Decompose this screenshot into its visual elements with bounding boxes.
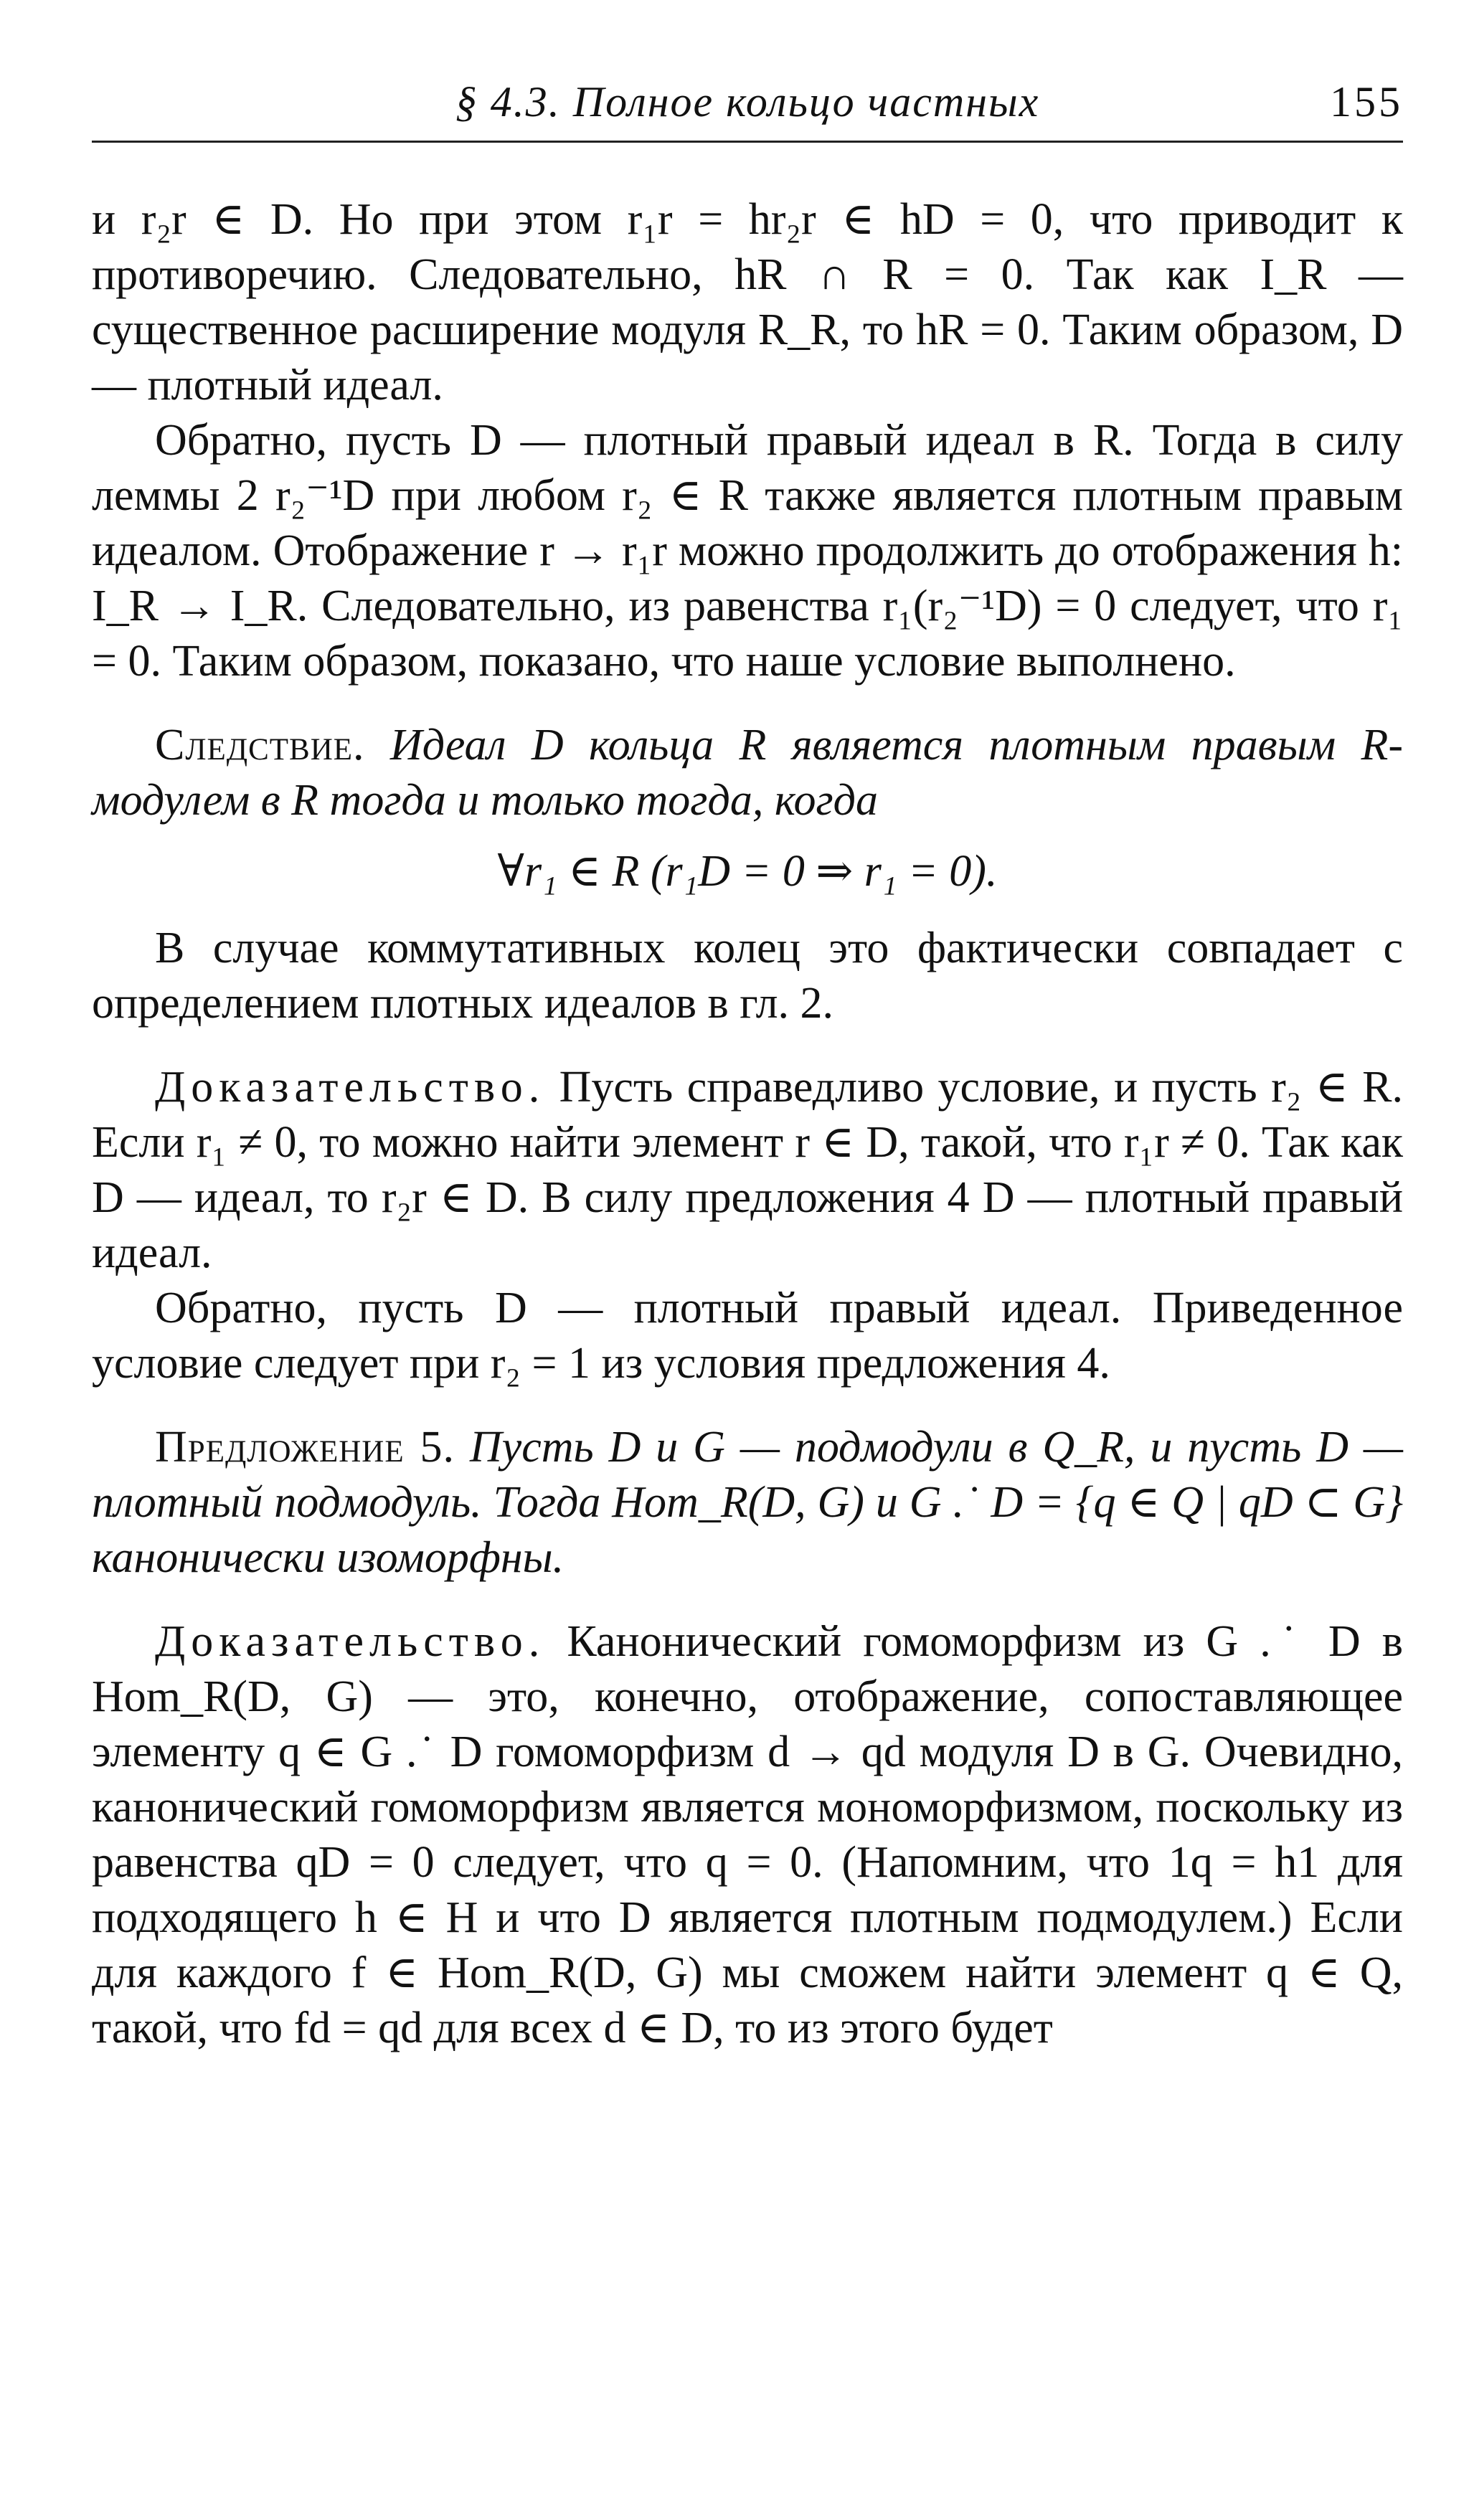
corollary-heading: Следствие. [155,721,365,769]
proof-2 [92,1614,1403,2056]
proof-1-heading: Доказательство. [155,1063,546,1112]
proposition-text: Пусть D и G — подмодули в Q_R, и пусть D — плотный подмодуль. Тогда Hom_R(D, G) и G .˙ D = {q ∈ Q | qD ⊂ G} канонически изоморфны. [92,1423,1403,1582]
proof-1-text: Пусть справедливо условие, и пусть r₂ ∈ R. Если r₁ ≠ 0, то можно найти элемент r ∈ D, такой, что r₁r ≠ 0. Так как D — идеал, то r₂r ∈ D. В силу предложения 4 D — плотный правый идеал. [92,1063,1403,1277]
paragraph-2: Обратно, пусть D — плотный правый идеал в R. Тогда в силу леммы 2 r₂⁻¹D при любом r₂ ∈ R также является плотным правым идеалом. Отображение r → r₁r можно продолжить до отображения h: I_R → I_R. Следовательно, из равенства r₁(r₂⁻¹D) = 0 следует, что r₁ = 0. Таким образом, показано, что наше условие выполнено. [92,416,1403,686]
corollary-formula: ∀r₁ ∈ R (r₁D = 0 ⇒ r₁ = 0). [497,847,998,896]
remark-paragraph: В случае коммутативных колец это фактически совпадает с определением плотных идеалов в гл. 2. [92,924,1403,1028]
proposition-heading: Предложение 5. [155,1423,455,1472]
header-rule [92,141,1403,143]
page-number: 155 [1330,78,1403,125]
corollary [92,718,1403,828]
corollary-text: Идеал D кольца R является плотным правым R-модулем в R тогда и только тогда, когда [92,721,1404,825]
section-title: § 4.3. Полное кольцо частных [455,78,1040,125]
proposition-5 [92,1420,1403,1586]
proof-2-text: Канонический гомоморфизм из G .˙ D в Hom_R(D, G) — это, конечно, отображение, сопоставляющее элементу q ∈ G .˙ D гомоморфизм d → qd модуля D в G. Очевидно, канонический гомоморфизм является мономорфизмом, поскольку из равенства qD = 0 следует, что q = 0. (Напомним, что 1q = h1 для подходящего h ∈ H и что D является плотным подмодулем.) Если для каждого f ∈ Hom_R(D, G) мы сможем найти элемент q ∈ Q, такой, что fd = qd для всех d ∈ D, то из этого будет [92,1617,1403,2052]
page-body [92,192,1403,2056]
running-head [92,69,1403,135]
proof-1 [92,1060,1403,1281]
proof-2-heading: Доказательство. [155,1617,546,1666]
paragraph-1: и r₂r ∈ D. Но при этом r₁r = hr₂r ∈ hD = 0, что приводит к противоречию. Следовательно, hR ∩ R = 0. Так как I_R — существенное расширение модуля R_R, то hR = 0. Таким образом, D — плотный идеал. [92,195,1403,409]
proof-1-converse: Обратно, пусть D — плотный правый идеал. Приведенное условие следует при r₂ = 1 из условия предложения 4. [92,1284,1403,1388]
